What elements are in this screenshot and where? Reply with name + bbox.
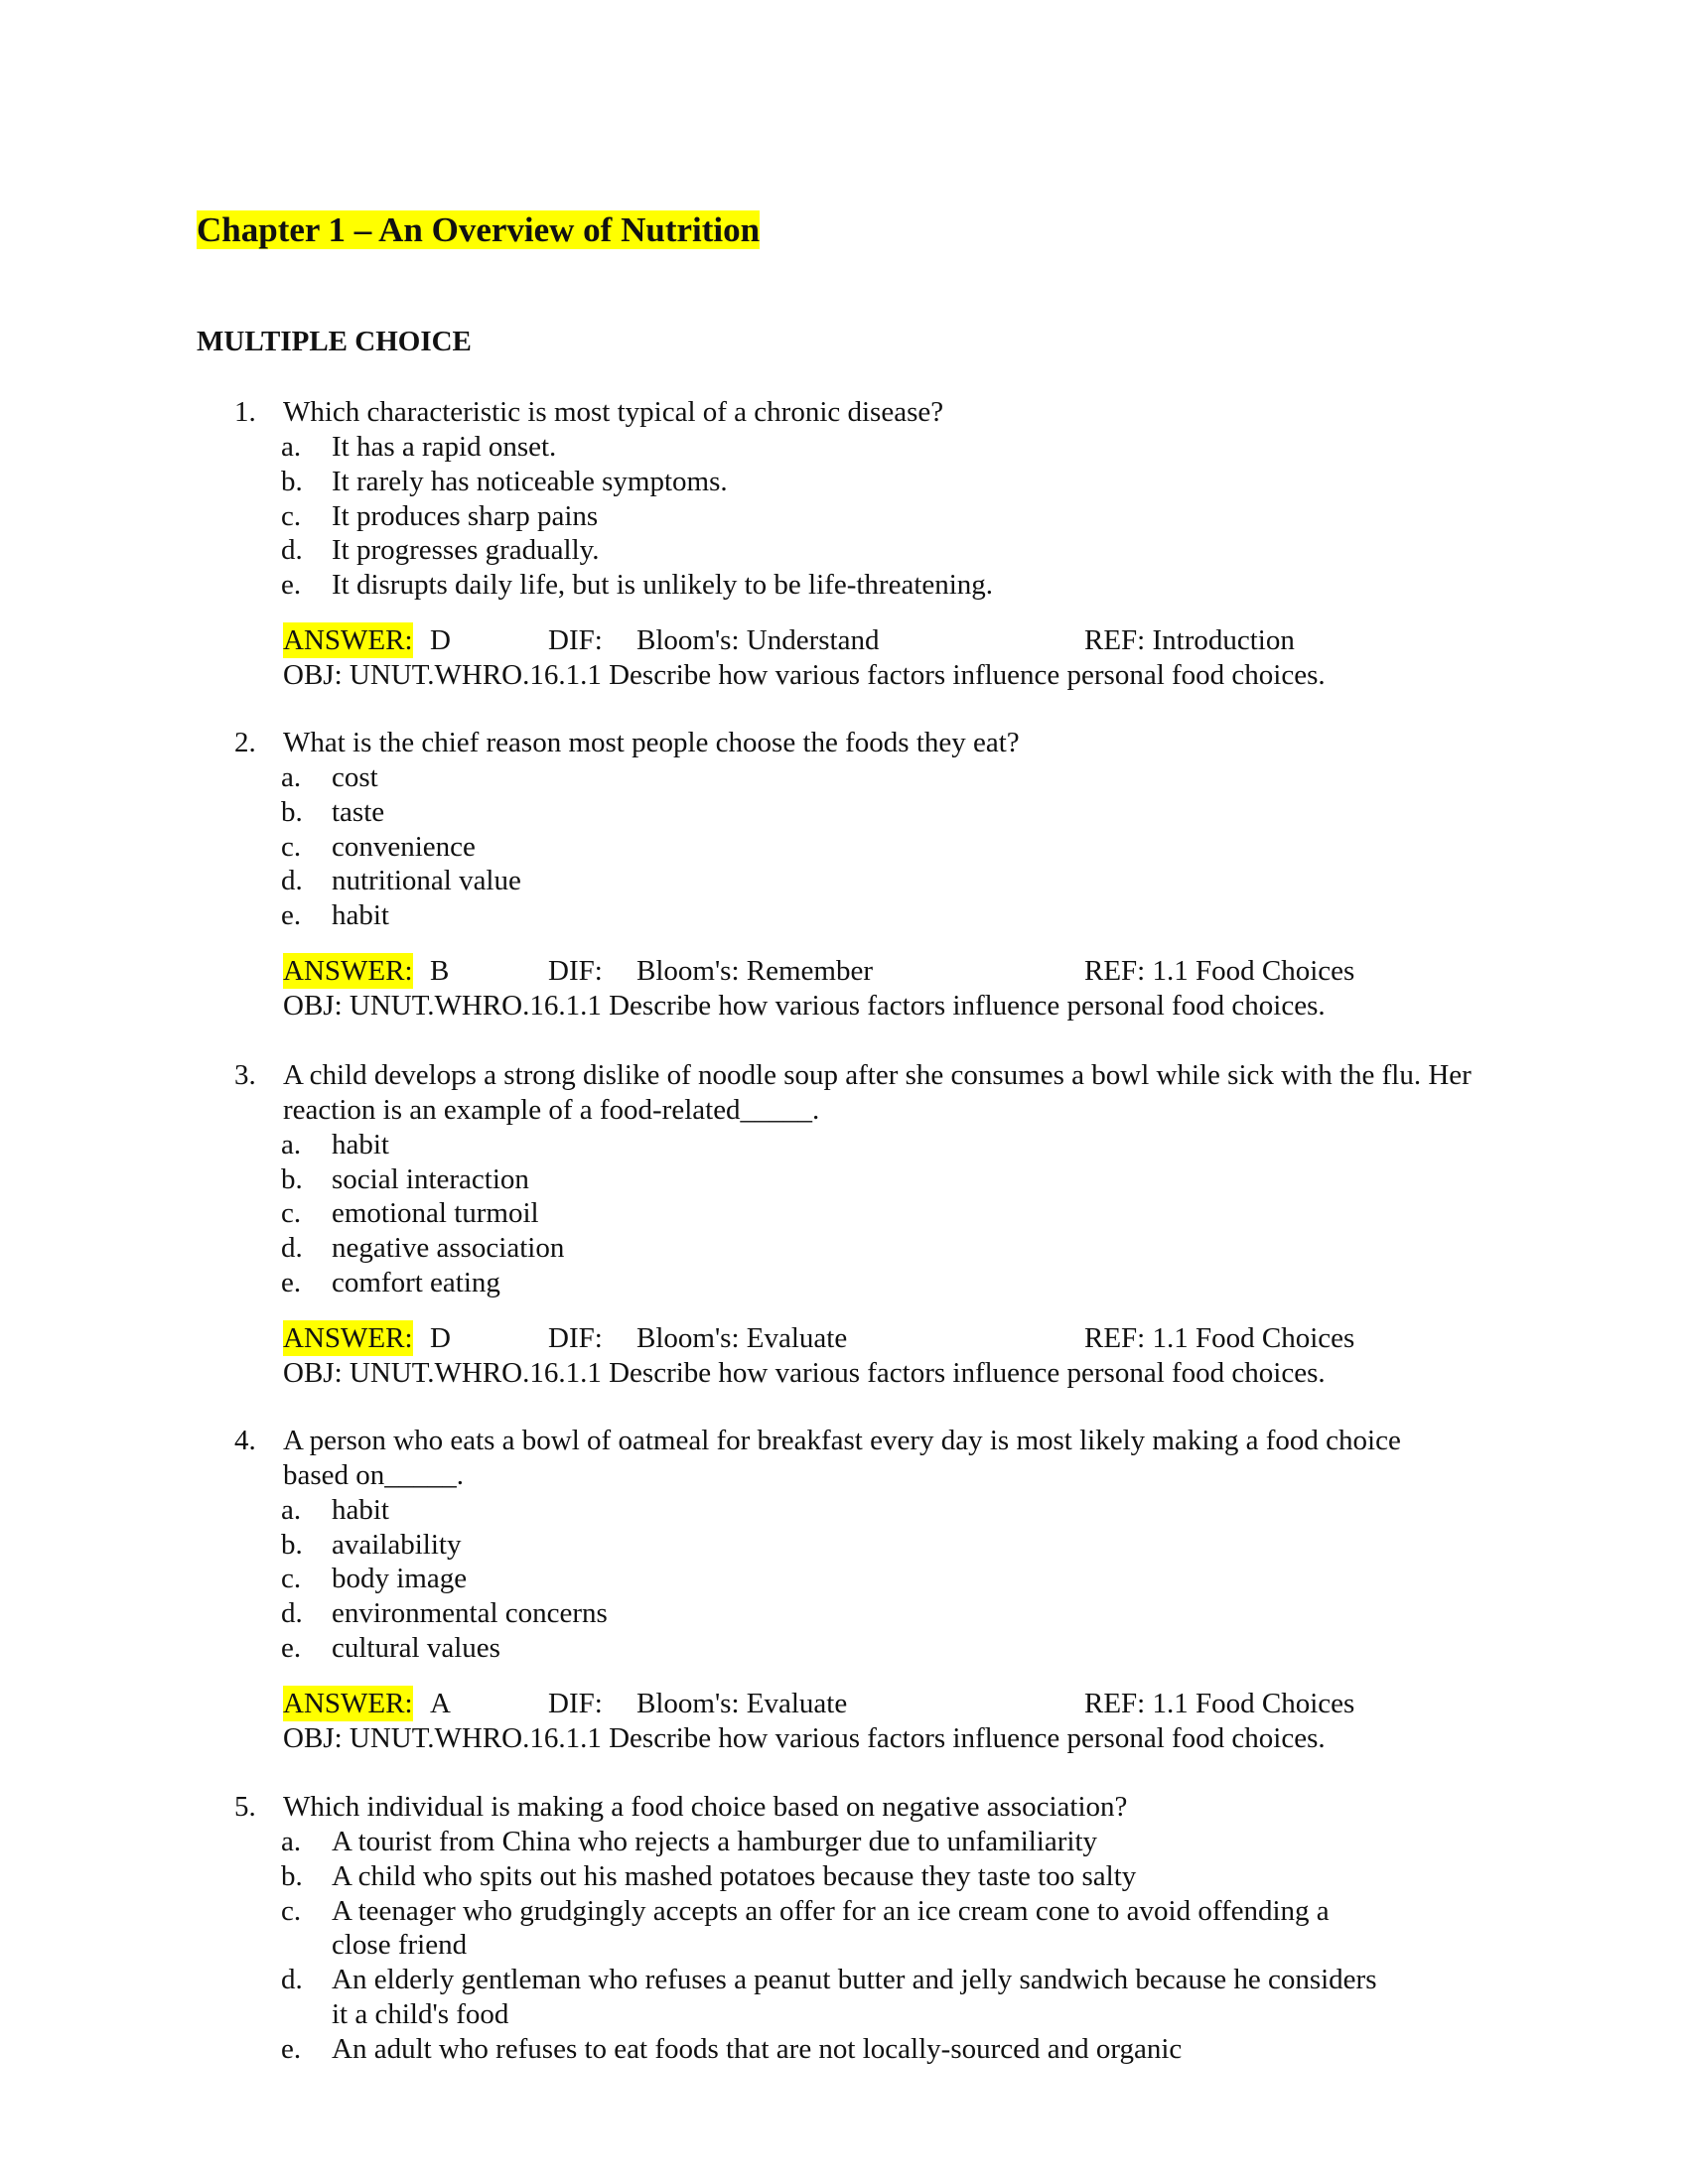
option-letter: b.: [281, 1859, 303, 1892]
answer-value: B: [430, 955, 450, 988]
objective: OBJ: UNUT.WHRO.16.1.1 Describe how various factors influence personal food choices.: [283, 658, 1326, 691]
option-letter: b.: [281, 1528, 303, 1561]
difficulty-label: DIF:: [548, 1687, 603, 1719]
difficulty-label: DIF:: [548, 955, 603, 988]
answer-value: A: [430, 1687, 451, 1719]
reference: REF: 1.1 Food Choices: [1084, 1321, 1355, 1354]
question-number: 1.: [234, 396, 256, 428]
option-text: habit: [332, 1493, 389, 1526]
option-text: It disrupts daily life, but is unlikely to be life-threatening.: [332, 569, 994, 602]
difficulty-value: Bloom's: Remember: [636, 955, 874, 988]
difficulty-value: Bloom's: Evaluate: [636, 1687, 848, 1719]
reference: REF: 1.1 Food Choices: [1084, 1687, 1355, 1719]
option-text: comfort eating: [332, 1267, 500, 1299]
option-text: social interaction: [332, 1162, 529, 1195]
option-text: it a child's food: [332, 1998, 509, 2031]
option-text: habit: [332, 1128, 389, 1160]
option-text: It has a rapid onset.: [332, 430, 557, 463]
option-letter: e.: [281, 899, 302, 932]
option-text: habit: [332, 899, 389, 932]
chapter-title: [197, 208, 760, 252]
option-letter: c.: [281, 499, 302, 532]
question-number: 4.: [234, 1425, 256, 1456]
option-letter: b.: [281, 465, 303, 497]
option-letter: e.: [281, 2032, 302, 2065]
option-letter: b.: [281, 795, 303, 828]
option-text: negative association: [332, 1232, 565, 1265]
option-text: environmental concerns: [332, 1597, 608, 1630]
option-letter: c.: [281, 1197, 302, 1230]
difficulty-value: Bloom's: Evaluate: [636, 1321, 848, 1354]
option-text: It produces sharp pains: [332, 499, 599, 532]
question-stem: A person who eats a bowl of oatmeal for breakfast every day is most likely making a food choice: [283, 1425, 1401, 1456]
option-text: convenience: [332, 830, 476, 863]
question-stem: Which individual is making a food choice based on negative association?: [283, 1791, 1128, 1823]
question-stem: based on_____.: [283, 1458, 465, 1491]
question-number: 2.: [234, 727, 256, 758]
objective: OBJ: UNUT.WHRO.16.1.1 Describe how various factors influence personal food choices.: [283, 989, 1326, 1022]
answer-value: D: [430, 624, 451, 657]
option-text: An elderly gentleman who refuses a peanut butter and jelly sandwich because he considers: [332, 1964, 1377, 1996]
objective: OBJ: UNUT.WHRO.16.1.1 Describe how various factors influence personal food choices.: [283, 1356, 1326, 1389]
option-letter: e.: [281, 1632, 302, 1665]
question-stem: A child develops a strong dislike of noodle soup after she consumes a bowl while sick with the flu. Her: [283, 1059, 1472, 1091]
option-text: availability: [332, 1528, 462, 1561]
question-number: 3.: [234, 1059, 256, 1091]
option-text: taste: [332, 795, 385, 828]
option-text: body image: [332, 1563, 468, 1595]
option-text: It progresses gradually.: [332, 534, 600, 567]
option-letter: c.: [281, 1563, 302, 1595]
answer-label: ANSWER:: [283, 1687, 413, 1719]
answer-label: ANSWER:: [283, 955, 413, 988]
answer-label: ANSWER:: [283, 1321, 413, 1354]
answer-value: D: [430, 1321, 451, 1354]
question-stem: reaction is an example of a food-related_____.: [283, 1093, 820, 1126]
option-letter: e.: [281, 1267, 302, 1299]
question-number: 5.: [234, 1791, 256, 1823]
question-stem: What is the chief reason most people choose the foods they eat?: [283, 727, 1020, 758]
option-text: A teenager who grudgingly accepts an offer for an ice cream cone to avoid offending a: [332, 1894, 1330, 1927]
option-letter: a.: [281, 1128, 302, 1160]
answer-label: ANSWER:: [283, 624, 413, 657]
difficulty-label: DIF:: [548, 1321, 603, 1354]
option-letter: c.: [281, 830, 302, 863]
option-text: close friend: [332, 1929, 468, 1962]
option-text: An adult who refuses to eat foods that are not locally-sourced and organic: [332, 2032, 1183, 2065]
section-title: MULTIPLE CHOICE: [197, 326, 472, 357]
option-letter: d.: [281, 1597, 303, 1630]
option-letter: a.: [281, 1493, 302, 1526]
reference: REF: Introduction: [1084, 624, 1295, 657]
difficulty-value: Bloom's: Understand: [636, 624, 880, 657]
option-letter: c.: [281, 1894, 302, 1927]
option-text: cost: [332, 760, 378, 793]
option-letter: d.: [281, 534, 303, 567]
question-stem: Which characteristic is most typical of a chronic disease?: [283, 396, 944, 428]
chapter-title-text: Chapter 1 – An Overview of Nutrition: [197, 210, 761, 249]
option-letter: b.: [281, 1162, 303, 1195]
option-letter: d.: [281, 1964, 303, 1996]
option-letter: d.: [281, 865, 303, 897]
option-letter: a.: [281, 1825, 302, 1857]
option-text: cultural values: [332, 1632, 500, 1665]
option-letter: d.: [281, 1232, 303, 1265]
option-text: nutritional value: [332, 865, 521, 897]
option-letter: a.: [281, 760, 302, 793]
difficulty-label: DIF:: [548, 624, 603, 657]
option-text: A child who spits out his mashed potatoes because they taste too salty: [332, 1859, 1137, 1892]
option-text: It rarely has noticeable symptoms.: [332, 465, 728, 497]
option-letter: a.: [281, 430, 302, 463]
option-text: A tourist from China who rejects a hamburger due to unfamiliarity: [332, 1825, 1098, 1857]
option-text: emotional turmoil: [332, 1197, 539, 1230]
reference: REF: 1.1 Food Choices: [1084, 955, 1355, 988]
option-letter: e.: [281, 569, 302, 602]
objective: OBJ: UNUT.WHRO.16.1.1 Describe how various factors influence personal food choices.: [283, 1721, 1326, 1754]
